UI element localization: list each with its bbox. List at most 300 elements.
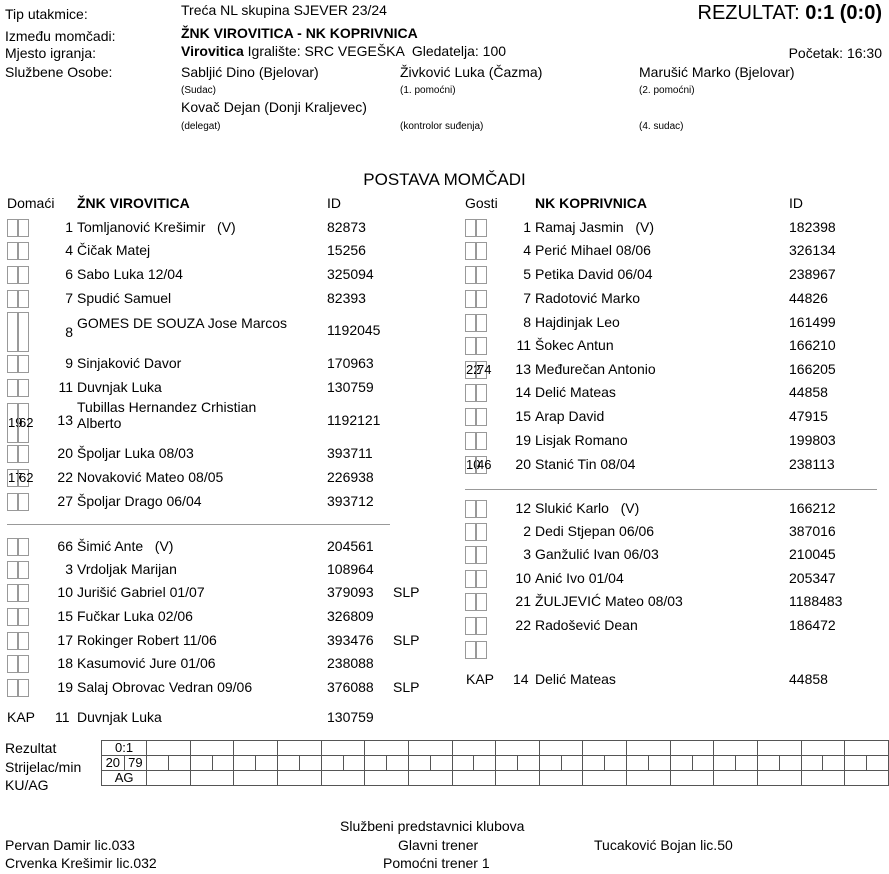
- away-subs-box-b: [476, 641, 487, 659]
- home-rep-1: Pervan Damir lic.033: [5, 837, 135, 853]
- home-player-number: 3: [65, 561, 73, 577]
- home-starters-box-a: [7, 379, 18, 397]
- home-player-number: 22: [57, 469, 73, 485]
- home-starters-box-b: [18, 219, 29, 237]
- home-kap-num: 11: [55, 709, 70, 725]
- home-subs-box-a: [7, 538, 18, 556]
- score-grid-cell: [147, 741, 191, 756]
- away-kap-num: 14: [513, 671, 529, 687]
- score-grid-cell: [867, 756, 889, 771]
- away-subs-box-b: [476, 570, 487, 588]
- score-grid-cell: [714, 756, 736, 771]
- home-player-id: 1192121: [327, 412, 381, 428]
- away-player-number: 8: [523, 314, 531, 330]
- away-player-number: 21: [515, 593, 531, 609]
- mjesto-city: Virovitica: [181, 43, 244, 59]
- score-grid-cell: [234, 756, 256, 771]
- away-starters-box-a: [465, 266, 476, 284]
- home-player-id: 108964: [327, 561, 374, 577]
- home-player-id: 379093: [327, 584, 374, 600]
- home-kap-id: 130759: [327, 709, 374, 725]
- score-grid-cell: [518, 756, 540, 771]
- away-player-name: ŽULJEVIĆ Mateo 08/03: [535, 593, 683, 609]
- home-divider: [7, 524, 390, 525]
- official-role: (2. pomoćni): [639, 85, 695, 96]
- score-grid-cell: [299, 756, 321, 771]
- home-player-number: 66: [57, 538, 73, 554]
- away-player-id: 238113: [789, 456, 835, 472]
- away-player-id: 238967: [789, 266, 836, 282]
- score-grid-cell: [278, 741, 322, 756]
- home-player-name: Šimić Ante (V): [77, 538, 174, 554]
- score-grid-cell: [387, 756, 409, 771]
- score-grid-cell: [452, 771, 496, 786]
- away-player-name: Lisjak Romano: [535, 432, 628, 448]
- footer-pomocni: Pomoćni trener 1: [383, 855, 490, 871]
- home-kap-label: KAP: [7, 709, 36, 725]
- home-player-id: 238088: [327, 655, 374, 671]
- away-starters-box-b: [476, 314, 487, 332]
- score-grid-cell: [627, 771, 671, 786]
- score-grid-cell: [605, 756, 627, 771]
- score-grid-cell: [714, 741, 758, 756]
- official-name: Marušić Marko (Bjelovar): [639, 64, 795, 80]
- home-starters-box-b: 62: [19, 470, 34, 485]
- home-starters-box-a: [7, 290, 18, 308]
- home-player-name: Rokinger Robert 11/06: [77, 632, 217, 648]
- away-starters-box-b: [476, 432, 487, 450]
- home-player-name: Novaković Mateo 08/05: [77, 469, 224, 485]
- home-starters-box-a: [7, 493, 18, 511]
- away-player-id: 161499: [789, 314, 836, 330]
- home-subs-box-a: [7, 561, 18, 579]
- home-kap-name: Duvnjak Luka: [77, 709, 162, 725]
- score-grid-cell: [539, 756, 561, 771]
- score-grid-cell: [670, 741, 714, 756]
- home-player-slp: SLP: [393, 584, 420, 600]
- home-player-number: 9: [65, 355, 73, 371]
- score-grid-row: [102, 771, 889, 786]
- away-player-name: Radošević Dean: [535, 617, 638, 633]
- away-starters-box-a: 10: [466, 457, 481, 472]
- away-subs-box-a: [465, 523, 476, 541]
- score-grid-cell: [670, 771, 714, 786]
- tip-label: Tip utakmice:: [5, 6, 88, 22]
- score-grid-cell: [714, 771, 758, 786]
- home-starters-box-b: [18, 242, 29, 260]
- home-starters-box-b: [18, 312, 29, 352]
- score-grid-cell: [365, 741, 409, 756]
- away-starters-box-b: [476, 266, 487, 284]
- score-grid-cell: [627, 741, 671, 756]
- home-starters-box-b: 62: [18, 403, 29, 443]
- away-subs-box-a: [465, 617, 476, 635]
- away-subs-box-b: [476, 546, 487, 564]
- score-grid-cell: [408, 771, 452, 786]
- score-grid-cell: [539, 771, 583, 786]
- away-subs-box-a: [465, 546, 476, 564]
- away-starters-box-a: [465, 314, 476, 332]
- score-grid-cell: 20: [102, 756, 125, 771]
- home-player-name: Špoljar Drago 06/04: [77, 493, 202, 509]
- away-divider: [465, 489, 877, 490]
- away-subs-box-a: [465, 500, 476, 518]
- score-grid: [101, 740, 889, 786]
- away-rep-1: Tucaković Bojan lic.50: [594, 837, 733, 853]
- home-starters-box-b: [18, 290, 29, 308]
- osobe-label: Službene Osobe:: [5, 64, 113, 80]
- score-grid-cell: [321, 756, 343, 771]
- away-starters-box-b: 74: [477, 362, 492, 377]
- away-starters-box-a: [465, 219, 476, 237]
- home-subs-box-b: [18, 655, 29, 673]
- footer-glavni: Glavni trener: [398, 837, 479, 853]
- away-player-number: 19: [515, 432, 531, 448]
- home-player-slp: SLP: [393, 679, 420, 695]
- score-grid-cell: [408, 756, 430, 771]
- score-grid-cell: [278, 771, 322, 786]
- score-grid-cell: [670, 756, 692, 771]
- home-player-number: 7: [65, 290, 73, 306]
- home-rep-2: Crvenka Krešimir lic.032: [5, 855, 157, 871]
- score-grid-cell: [648, 756, 670, 771]
- home-player-number: 4: [65, 242, 73, 258]
- score-grid-cell: [627, 756, 649, 771]
- away-player-id: 186472: [789, 617, 836, 633]
- score-grid-cell: [496, 771, 540, 786]
- home-player-name: Jurišić Gabriel 01/07: [77, 584, 205, 600]
- official-name: Kovač Dejan (Donji Kraljevec): [181, 99, 367, 115]
- away-starters-box-b: [476, 219, 487, 237]
- away-player-number: 2: [523, 523, 531, 539]
- away-subs-box-b: [476, 617, 487, 635]
- away-player-name: Stanić Tin 08/04: [535, 456, 636, 472]
- away-subs-box-a: [465, 641, 476, 659]
- away-player-name: Perić Mihael 08/06: [535, 242, 651, 258]
- score-grid-row: [102, 741, 889, 756]
- away-player-number: 11: [516, 337, 531, 353]
- away-subs-box-b: [476, 500, 487, 518]
- score-grid-cell: [757, 756, 779, 771]
- home-player-number: 19: [57, 679, 73, 695]
- home-starters-box-a: [7, 219, 18, 237]
- grid-label-kuag: KU/AG: [5, 777, 49, 793]
- grid-label-rezultat: Rezultat: [5, 740, 57, 756]
- pocetak: Početak: 16:30: [788, 45, 882, 61]
- away-player-number: 1: [523, 219, 531, 235]
- home-player-name: Sinjaković Davor: [77, 355, 182, 371]
- away-player-id: 387016: [789, 523, 836, 539]
- score-grid-cell: [845, 741, 889, 756]
- home-subs-box-a: [7, 655, 18, 673]
- score-grid-cell: [845, 756, 867, 771]
- home-player-id: 393712: [327, 493, 374, 509]
- score-grid-cell: [343, 756, 365, 771]
- away-team-name: NK KOPRIVNICA: [535, 195, 648, 211]
- mjesto-label: Mjesto igranja:: [5, 45, 97, 61]
- score-grid-cell: [692, 756, 714, 771]
- away-player-id: 182398: [789, 219, 836, 235]
- away-player-name: Ganžulić Ivan 06/03: [535, 546, 659, 562]
- away-side-label: Gosti: [465, 195, 498, 211]
- score-grid-cell: [845, 771, 889, 786]
- home-player-id: 15256: [327, 242, 366, 258]
- away-starters-box-b: [476, 242, 487, 260]
- izmedju-value: ŽNK VIROVITICA - NK KOPRIVNICA: [181, 25, 418, 41]
- score-grid-cell: [256, 756, 278, 771]
- home-subs-box-a: [7, 632, 18, 650]
- away-starters-box-a: [465, 384, 476, 402]
- home-player-name-cont: Alberto: [77, 415, 122, 431]
- home-starters-box-b: [18, 266, 29, 284]
- away-player-id: 326134: [789, 242, 836, 258]
- away-starters-box-a: [465, 242, 476, 260]
- izmedju-label: Između momčadi:: [5, 28, 116, 44]
- away-player-name: Radotović Marko: [535, 290, 641, 306]
- home-player-id: 393711: [327, 445, 373, 461]
- score-grid-cell: [801, 741, 845, 756]
- score-grid-cell: [561, 756, 583, 771]
- away-starters-box-b: [476, 408, 487, 426]
- away-kap-name: Delić Mateas: [535, 671, 616, 687]
- away-starters-box-a: [465, 290, 476, 308]
- score-grid-cell: [321, 741, 365, 756]
- home-subs-box-b: [18, 538, 29, 556]
- home-starters-box-a: [7, 312, 18, 352]
- home-player-name: Špoljar Luka 08/03: [77, 445, 194, 461]
- home-player-name: Sabo Luka 12/04: [77, 266, 183, 282]
- away-player-id: 166212: [789, 500, 836, 516]
- home-player-number: 10: [57, 584, 73, 600]
- score-grid-cell: [278, 756, 300, 771]
- home-subs-box-a: [7, 584, 18, 602]
- home-player-name: Čičak Matej: [77, 242, 151, 258]
- away-player-name: Šokec Antun: [535, 337, 614, 353]
- away-kap-label: KAP: [466, 671, 495, 687]
- score-grid-cell: [190, 771, 234, 786]
- away-player-number: 5: [523, 266, 531, 282]
- away-player-number: 13: [515, 361, 531, 377]
- away-player-name: Delić Mateas: [535, 384, 616, 400]
- score-grid-cell: [147, 771, 191, 786]
- away-subs-box-a: [465, 593, 476, 611]
- away-player-name: Slukić Karlo (V): [535, 500, 640, 516]
- home-player-name: Fučkar Luka 02/06: [77, 608, 193, 624]
- home-subs-box-a: [7, 679, 18, 697]
- score-grid-cell: [147, 756, 169, 771]
- score-grid-cell: 0:1: [102, 741, 147, 756]
- away-player-id: 47915: [789, 408, 828, 424]
- away-player-id: 44826: [789, 290, 828, 306]
- away-starters-box-a: 22: [466, 362, 481, 377]
- score-grid-cell: 79: [124, 756, 147, 771]
- away-player-id: 199803: [789, 432, 836, 448]
- score-grid-cell: [801, 771, 845, 786]
- home-player-slp: SLP: [393, 632, 420, 648]
- home-player-number: 13: [57, 412, 73, 428]
- away-player-name: Petika David 06/04: [535, 266, 653, 282]
- away-player-name: Međurečan Antonio: [535, 361, 656, 377]
- away-id-label: ID: [789, 195, 803, 211]
- score-grid-cell: [583, 741, 627, 756]
- home-starters-box-a: [7, 355, 18, 373]
- mjesto-rest: Igralište: SRC VEGEŠKA Gledatelja: 100: [247, 43, 507, 59]
- score-grid-cell: [801, 756, 823, 771]
- away-player-number: 20: [515, 456, 531, 472]
- home-player-id: 82393: [327, 290, 366, 306]
- score-grid-cell: [583, 756, 605, 771]
- away-starters-box-b: [476, 290, 487, 308]
- score-grid-cell: [583, 771, 627, 786]
- footer-title: Službeni predstavnici klubova: [340, 818, 525, 834]
- home-player-name: Salaj Obrovac Vedran 09/06: [77, 679, 253, 695]
- home-player-number: 1: [65, 219, 73, 235]
- home-player-id: 393476: [327, 632, 374, 648]
- home-player-id: 130759: [327, 379, 374, 395]
- away-starters-box-a: [465, 432, 476, 450]
- score-grid-cell: [496, 756, 518, 771]
- home-player-name: Vrdoljak Marijan: [77, 561, 177, 577]
- score-grid-cell: AG: [102, 771, 147, 786]
- home-player-id: 226938: [327, 469, 374, 485]
- home-starters-box-b: [18, 445, 29, 463]
- score-grid-cell: [321, 771, 365, 786]
- away-starters-box-a: [465, 337, 476, 355]
- official-name: Živković Luka (Čazma): [400, 64, 543, 80]
- away-player-number: 7: [523, 290, 531, 306]
- away-player-name: Anić Ivo 01/04: [535, 570, 624, 586]
- official-role: (1. pomoćni): [400, 85, 456, 96]
- official-role: (4. sudac): [639, 121, 684, 132]
- away-player-id: 166210: [789, 337, 836, 353]
- home-player-id: 326809: [327, 608, 374, 624]
- home-id-label: ID: [327, 195, 341, 211]
- home-team-name: ŽNK VIROVITICA: [77, 195, 190, 211]
- score-grid-cell: [757, 771, 801, 786]
- home-player-name: GOMES DE SOUZA Jose Marcos: [77, 315, 288, 331]
- home-subs-box-b: [18, 584, 29, 602]
- away-starters-box-b: 46: [477, 457, 492, 472]
- score-grid-cell: [757, 741, 801, 756]
- home-subs-box-a: [7, 608, 18, 626]
- away-subs-box-b: [476, 593, 487, 611]
- score-grid-cell: [452, 756, 474, 771]
- home-player-number: 20: [57, 445, 73, 461]
- home-side-label: Domaći: [7, 195, 55, 211]
- official-role: (delegat): [181, 121, 221, 132]
- score-grid-cell: [452, 741, 496, 756]
- away-player-number: 22: [515, 617, 531, 633]
- away-player-name: Dedi Stjepan 06/06: [535, 523, 655, 539]
- away-player-number: 12: [515, 500, 531, 516]
- score-grid-cell: [190, 741, 234, 756]
- home-player-name: Tomljanović Krešimir (V): [77, 219, 236, 235]
- away-player-number: 15: [515, 408, 531, 424]
- away-player-id: 166205: [789, 361, 836, 377]
- away-kap-id: 44858: [789, 671, 828, 687]
- score-grid-cell: [234, 771, 278, 786]
- home-player-id: 376088: [327, 679, 374, 695]
- away-player-name: Arap David: [535, 408, 605, 424]
- home-subs-box-b: [18, 679, 29, 697]
- home-player-id: 325094: [327, 266, 374, 282]
- home-player-id: 1192045: [327, 322, 381, 338]
- score-grid-cell: [408, 741, 452, 756]
- home-starters-box-b: [18, 379, 29, 397]
- away-player-id: 44858: [789, 384, 828, 400]
- home-player-name: Spudić Samuel: [77, 290, 172, 306]
- score-grid-cell: [496, 741, 540, 756]
- away-player-number: 3: [523, 546, 531, 562]
- score-grid-cell: [430, 756, 452, 771]
- score-grid-cell: [190, 756, 212, 771]
- home-starters-box-a: [7, 242, 18, 260]
- score-grid-cell: [779, 756, 801, 771]
- tip-value: Treća NL skupina SJEVER 23/24: [181, 2, 387, 18]
- away-subs-box-a: [465, 570, 476, 588]
- home-player-id: 170963: [327, 355, 374, 371]
- home-player-number: 15: [57, 608, 73, 624]
- rezultat-value: 0:1 (0:0): [805, 2, 882, 24]
- official-role: (kontrolor suđenja): [400, 121, 484, 132]
- home-player-number: 8: [65, 324, 73, 340]
- away-player-number: 10: [515, 570, 531, 586]
- away-player-id: 210045: [789, 546, 836, 562]
- home-player-number: 6: [65, 266, 73, 282]
- home-player-id: 204561: [327, 538, 374, 554]
- home-player-name: Kasumović Jure 01/06: [77, 655, 216, 671]
- mjesto-value: [181, 43, 506, 59]
- rezultat-label: REZULTAT:: [697, 2, 800, 24]
- home-player-number: 27: [57, 493, 73, 509]
- home-player-number: 17: [57, 632, 73, 648]
- score-grid-cell: [539, 741, 583, 756]
- official-role: (Sudac): [181, 85, 217, 96]
- home-player-number: 11: [58, 379, 73, 395]
- grid-label-strijelac: Strijelac/min: [5, 759, 82, 775]
- score-grid-cell: [736, 756, 758, 771]
- home-starters-box-a: [7, 445, 18, 463]
- rezultat-heading: [698, 2, 883, 25]
- home-player-number: 18: [57, 655, 73, 671]
- away-player-number: 14: [515, 384, 531, 400]
- home-subs-box-b: [18, 608, 29, 626]
- home-player-name: Duvnjak Luka: [77, 379, 162, 395]
- away-player-name: Ramaj Jasmin (V): [535, 219, 655, 235]
- score-grid-cell: [365, 756, 387, 771]
- score-grid-cell: [823, 756, 845, 771]
- home-subs-box-b: [18, 561, 29, 579]
- home-starters-box-a: 19: [7, 403, 18, 443]
- score-grid-cell: [474, 756, 496, 771]
- away-player-id: 1188483: [789, 593, 843, 609]
- official-name: Sabljić Dino (Bjelovar): [181, 64, 319, 80]
- score-grid-cell: [212, 756, 234, 771]
- home-player-name: Tubillas Hernandez Crhistian: [77, 399, 257, 415]
- away-player-name: Hajdinjak Leo: [535, 314, 620, 330]
- score-grid-cell: [234, 741, 278, 756]
- score-grid-row: [102, 756, 889, 771]
- away-starters-box-b: [476, 384, 487, 402]
- score-grid-cell: [169, 756, 191, 771]
- away-starters-box-a: [465, 408, 476, 426]
- score-grid-cell: [365, 771, 409, 786]
- home-player-id: 82873: [327, 219, 366, 235]
- away-subs-box-b: [476, 523, 487, 541]
- postava-title: POSTAVA MOMČADI: [363, 170, 526, 189]
- away-player-number: 4: [523, 242, 531, 258]
- home-starters-box-a: [7, 266, 18, 284]
